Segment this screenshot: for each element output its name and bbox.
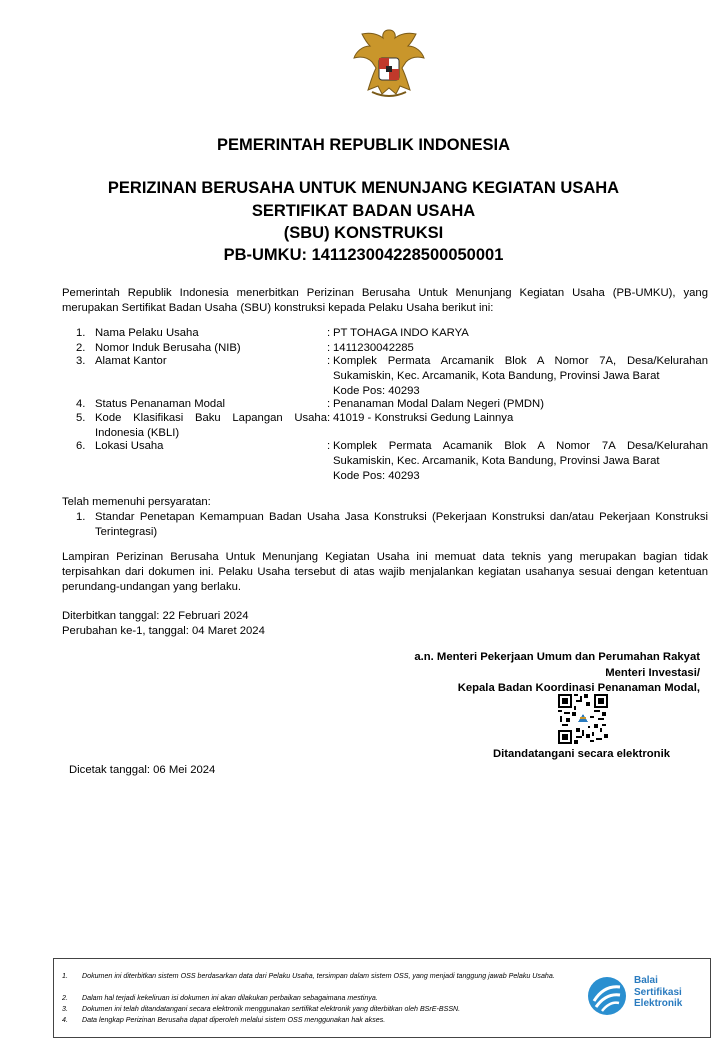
field-number: 4. <box>76 398 86 410</box>
field-label: Kode Klasifikasi Baku Lapangan Usaha Indonesia (KBLI) <box>95 412 327 439</box>
footer-note <box>62 1015 582 1026</box>
location-postal-code: Kode Pos: 40293 <box>333 470 420 482</box>
nib-number: 1411230042285 <box>333 342 414 354</box>
footer-note-number: 2. <box>62 994 68 1002</box>
footer-note-number: 1. <box>62 972 68 980</box>
field-row <box>62 354 708 399</box>
garuda-emblem-icon <box>348 24 430 102</box>
field-number: 5. <box>76 412 86 424</box>
field-colon: : <box>327 440 331 452</box>
field-label: Alamat Kantor <box>95 355 167 367</box>
printed-date: Dicetak tanggal: 06 Mei 2024 <box>69 764 216 776</box>
footer-note <box>62 1004 582 1015</box>
investment-status: Penanaman Modal Dalam Negeri (PMDN) <box>333 398 544 410</box>
field-label: Status Penanaman Modal <box>95 398 225 410</box>
field-value-wrap <box>327 411 708 426</box>
office-postal-code: Kode Pos: 40293 <box>333 385 420 397</box>
field-colon: : <box>327 355 331 367</box>
document-title-line3: (SBU) KONSTRUKSI <box>283 224 444 242</box>
government-title: PEMERINTAH REPUBLIK INDONESIA <box>216 136 511 154</box>
qr-code-icon[interactable] <box>558 694 608 744</box>
bsre-logo-text: Balai Sertifikasi Elektronik <box>634 975 683 1009</box>
office-address: Komplek Permata Arcamanik Blok A Nomor 7A, Desa/Kelurahan Sukamiskin, Kec. Arcamanik, Kota Bandung, Provinsi Jawa Barat <box>333 355 708 382</box>
intro-paragraph: Pemerintah Republik Indonesia menerbitkan Perizinan Berusaha Untuk Menunjang Kegiatan Usaha (PB-UMKU), yang merupakan Sertifikat Badan Usaha (SBU) konstruksi kepada Pelaku Usaha berikut ini: <box>62 287 708 314</box>
business-location: Komplek Permata Acamanik Blok A Nomor 7A Desa/Kelurahan Sukamiskin, Kec. Arcamanik, Kota Bandung, Provinsi Jawa Barat <box>333 440 708 467</box>
signatory-line3: Kepala Badan Koordinasi Penanaman Modal, <box>457 682 700 694</box>
field-value-wrap <box>327 354 708 399</box>
footer-note-number: 4. <box>62 1016 68 1024</box>
document-title-line1: PERIZINAN BERUSAHA UNTUK MENUNJANG KEGIATAN USAHA <box>107 179 620 197</box>
signatory-line2: Menteri Investasi/ <box>605 667 700 679</box>
field-colon: : <box>327 327 331 339</box>
footer-note <box>62 993 582 1004</box>
field-value-wrap <box>327 326 708 341</box>
field-number: 6. <box>76 440 86 452</box>
footer-note-text: Data lengkap Perizinan Berusaha dapat diperoleh melalui sistem OSS menggunakan hak akses. <box>82 1016 386 1024</box>
field-label: Nama Pelaku Usaha <box>95 327 199 339</box>
footer-notes-box <box>53 958 711 1038</box>
field-label: Lokasi Usaha <box>95 440 164 452</box>
footer-note <box>62 971 582 982</box>
field-value-wrap <box>327 397 708 412</box>
signatory-line1: a.n. Menteri Pekerjaan Umum dan Perumahan Rakyat <box>414 651 700 663</box>
field-colon: : <box>327 342 331 354</box>
field-row <box>62 397 708 412</box>
attachment-paragraph: Lampiran Perizinan Berusaha Untuk Menunjang Kegiatan Usaha ini memuat data teknis yang merupakan bagian tidak terpisahkan dari dokumen ini. Pelaku Usaha tersebut di atas wajib menjalankan kegiatan usahanya sesuai dengan ketentuan perundang-undangan yang berlaku. <box>62 551 708 593</box>
bsre-logo <box>586 973 706 1019</box>
pb-umku-number: PB-UMKU: 141123004228500050001 <box>223 246 504 264</box>
field-row <box>62 411 708 441</box>
electronic-signature-note: Ditandatangani secara elektronik <box>492 748 670 760</box>
requirement-number: 1. <box>76 511 86 523</box>
field-value-wrap <box>327 439 708 484</box>
kbli-code: 41019 - Konstruksi Gedung Lainnya <box>333 412 514 424</box>
field-row <box>62 326 708 341</box>
field-label: Nomor Induk Berusaha (NIB) <box>95 342 241 354</box>
requirements-title: Telah memenuhi persyaratan: <box>62 496 211 508</box>
requirement-text: Standar Penetapan Kemampuan Badan Usaha Jasa Konstruksi (Pekerjaan Konstruksi dan/atau Pekerjaan Konstruksi Terintegrasi) <box>95 511 708 538</box>
issued-date: Diterbitkan tanggal: 22 Februari 2024 <box>62 610 249 622</box>
bsre-logo-icon <box>586 975 628 1017</box>
footer-note-text: Dokumen ini telah ditandatangani secara elektronik menggunakan sertifikat elektronik yang diterbitkan oleh BSrE-BSSN. <box>82 1005 461 1013</box>
business-name: PT TOHAGA INDO KARYA <box>333 327 469 339</box>
footer-note-text: Dokumen ini diterbitkan sistem OSS berdasarkan data dari Pelaku Usaha, tersimpan dalam sistem OSS, yang menjadi tanggung jawab Pelaku Usaha. <box>82 972 555 980</box>
field-colon: : <box>327 398 331 410</box>
field-row <box>62 439 708 484</box>
field-number: 3. <box>76 355 86 367</box>
field-number: 2. <box>76 342 86 354</box>
field-number: 1. <box>76 327 86 339</box>
footer-note-number: 3. <box>62 1005 68 1013</box>
change-date: Perubahan ke-1, tanggal: 04 Maret 2024 <box>62 625 265 637</box>
footer-note-text: Dalam hal terjadi kekeliruan isi dokumen ini akan dilakukan perbaikan sebagaimana mestinya. <box>82 994 378 1002</box>
document-title-line2: SERTIFIKAT BADAN USAHA <box>251 202 476 220</box>
field-colon: : <box>327 412 331 424</box>
